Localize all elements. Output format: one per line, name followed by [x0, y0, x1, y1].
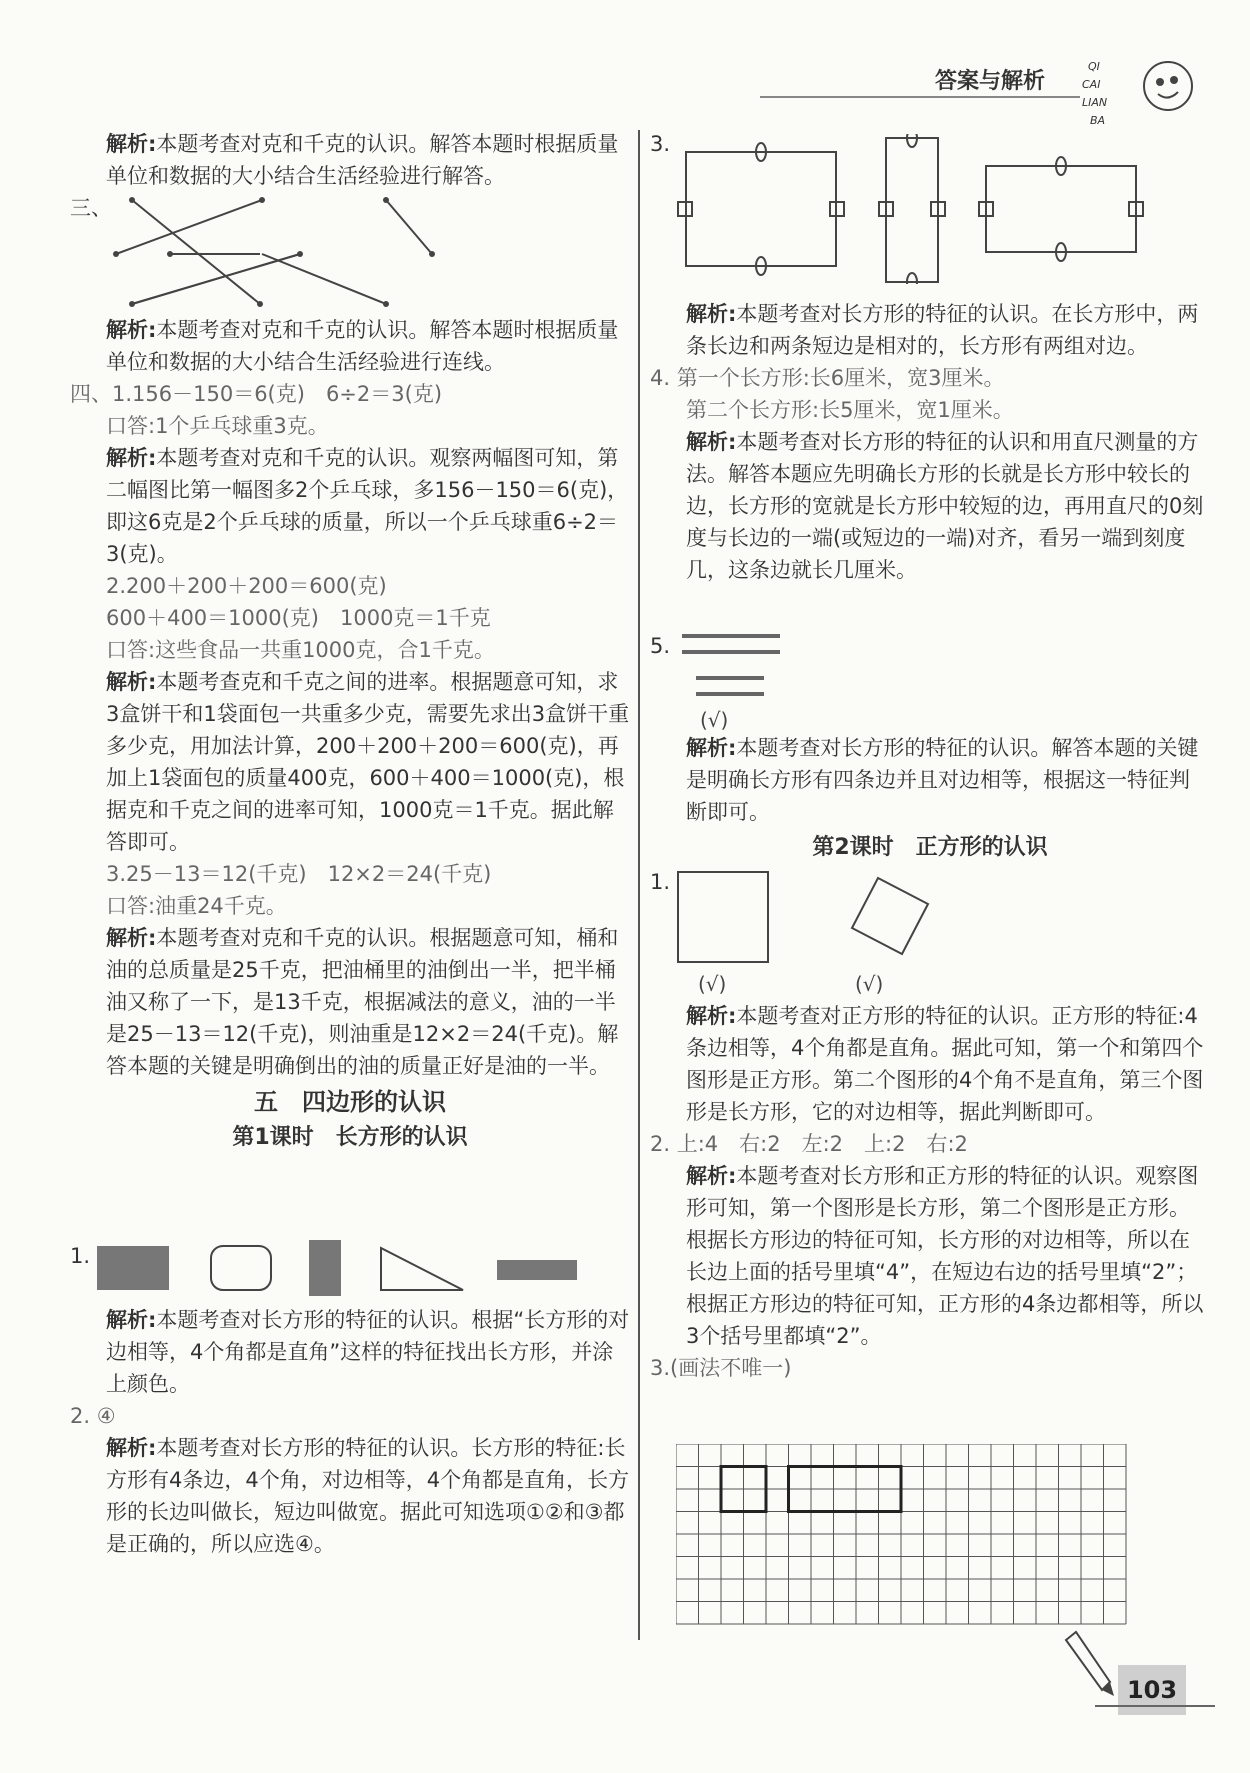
matching-lines-figure [100, 192, 460, 312]
q4-3: 3.25－13＝12(千克) 12×2＝24(千克) [106, 862, 492, 886]
q4-2b: 600＋400＝1000(克) 1000克＝1千克 [106, 606, 491, 630]
shapes-colored-figure [95, 1240, 595, 1296]
right-column-c [650, 1000, 1210, 1384]
squares-figure [672, 866, 952, 976]
r-q4b: 第二个长方形:长5厘米，宽1厘米。 [686, 398, 1014, 422]
svg-text:CAI: CAI [1082, 78, 1101, 91]
grid-drawing-figure [676, 1444, 1128, 1636]
analysis-4-3: 解析:本题考查对克和千克的认识。根据题意可知，桶和油的总质量是25千克，把油桶里的油倒出一半，把半桶油又称了一下，是13千克，根据减法的意义，油的一半是25－13＝12(千克)，则油重是12×2＝24(千克)。解答本题的关键是明确倒出的油的质量正好是油的一半。 [106, 926, 619, 1078]
l2-analysis-2: 解析:本题考查对长方形和正方形的特征的认识。观察图形可知，第一个图形是长方形，第二个图形是正方形。根据长方形边的特征可知，长方形的对边相等，所以在长边上面的括号里填“4”，在短边右边的括号里填“2”；根据正方形边的特征可知，正方形的4条边都相等，所以3个括号里都填“2”。 [686, 1164, 1204, 1348]
l1-q1-number: 1. [70, 1244, 91, 1268]
r-q4a: 4. 第一个长方形:长6厘米，宽3厘米。 [650, 366, 1005, 390]
lesson1-analysis-1: 解析:本题考查对长方形的特征的认识。根据“长方形的对边相等，4个角都是直角”这样的特征找出长方形，并涂上颜色。 [106, 1308, 630, 1396]
q3-number: 三、 [70, 196, 112, 220]
l2-q1-mark1: (√) [698, 972, 727, 996]
svg-text:QI: QI [1088, 60, 1100, 73]
rectangles-edges-figure [676, 134, 1236, 284]
line-segments-figure [680, 632, 800, 712]
page-number-rule [1095, 1705, 1215, 1707]
analysis-4-2: 解析:本题考查克和千克之间的进率。根据题意可知，求3盒饼干和1袋面包一共重多少克，需要先求出3盒饼干重多少克，用加法计算，200＋200＋200＝600(克)，再加上1袋面包的质量400克，600＋400＝1000(克)，根据克和千克之间的进率可知，1000克＝1千克。据此解答即可。 [106, 670, 630, 854]
analysis-1: 解析:本题考查对克和千克的认识。解答本题时根据质量单位和数据的大小结合生活经验进行解答。 [106, 132, 619, 188]
q4-3-answer: 口答:油重24千克。 [106, 894, 287, 918]
lesson1-analysis-2: 解析:本题考查对长方形的特征的认识。长方形的特征:长方形有4条边，4个角，对边相等，4个角都是直角，长方形的长边叫做长，短边叫做宽。据此可知选项①②和③都是正确的，所以应选④。 [106, 1436, 630, 1556]
r-analysis-5: 解析:本题考查对长方形的特征的认识。解答本题的关键是明确长方形有四条边并且对边相等，根据这一特征判断即可。 [686, 736, 1199, 824]
left-column-b [70, 314, 630, 1158]
l2-q3: 3.(画法不唯一) [650, 1356, 792, 1380]
header-title: 答案与解析 [935, 69, 1046, 94]
l2-q1-number: 1. [650, 870, 671, 894]
lesson1-q2: 2. ④ [70, 1404, 116, 1428]
analysis-3: 解析:本题考查对克和千克的认识。解答本题时根据质量单位和数据的大小结合生活经验进行连线。 [106, 318, 619, 374]
column-divider [638, 130, 640, 1640]
r-q3-number: 3. [650, 132, 671, 156]
svg-text:BA: BA [1090, 114, 1106, 127]
header-rule [760, 96, 1080, 98]
r-analysis-3: 解析:本题考查对长方形的特征的认识。在长方形中，两条长边和两条短边是相对的，长方形有两组对边。 [686, 302, 1199, 358]
pencil-icon [1058, 1630, 1118, 1700]
lesson2-title: 第2课时 正方形的认识 [812, 835, 1048, 860]
q4-2-answer: 口答:这些食品一共重1000克，合1千克。 [106, 638, 495, 662]
r-analysis-4: 解析:本题考查对长方形的特征的认识和用直尺测量的方法。解答本题应先明确长方形的长就是长方形中较长的边，长方形的宽就是长方形中较短的边，再用直尺的0刻度与长边的一端(或短边的一端)对齐，看另一端到刻度几，这条边就长几厘米。 [686, 430, 1204, 582]
analysis-4-1: 解析:本题考查对克和千克的认识。观察两幅图可知，第二幅图比第一幅图多2个乒乓球，多156－150＝6(克)，即这6克是2个乒乓球的质量，所以一个乒乓球重6÷2＝3(克)。 [106, 446, 629, 566]
left-column-c [70, 1304, 630, 1560]
right-column-a [650, 298, 1210, 586]
q4-1: 四、1.156－150＝6(克) 6÷2＝3(克) [70, 382, 443, 406]
r-q5-mark: (√) [700, 708, 729, 732]
l2-analysis-1: 解析:本题考查对正方形的特征的认识。正方形的特征:4条边相等，4个角都是直角。据此可知，第一个和第四个图形是正方形。第二个图形的4个角不是直角，第三个图形是长方形，它的对边相等，据此判断即可。 [686, 1004, 1204, 1124]
page-number: 103 [1118, 1665, 1186, 1715]
r-q5-number: 5. [650, 634, 671, 658]
right-column-b [650, 732, 1210, 868]
q4-1-answer: 口答:1个乒乓球重3克。 [106, 414, 329, 438]
l2-q1-mark2: (√) [855, 972, 884, 996]
q4-2a: 2.200＋200＋200＝600(克) [106, 574, 387, 598]
svg-text:LIAN: LIAN [1082, 96, 1108, 109]
brand-logo [1080, 48, 1215, 138]
left-column [70, 128, 630, 192]
lesson1-title: 第1课时 长方形的认识 [232, 1125, 468, 1150]
l2-q2: 2. 上:4 右:2 左:2 上:2 右:2 [650, 1132, 968, 1156]
unit-title: 五 四边形的认识 [254, 1088, 446, 1116]
